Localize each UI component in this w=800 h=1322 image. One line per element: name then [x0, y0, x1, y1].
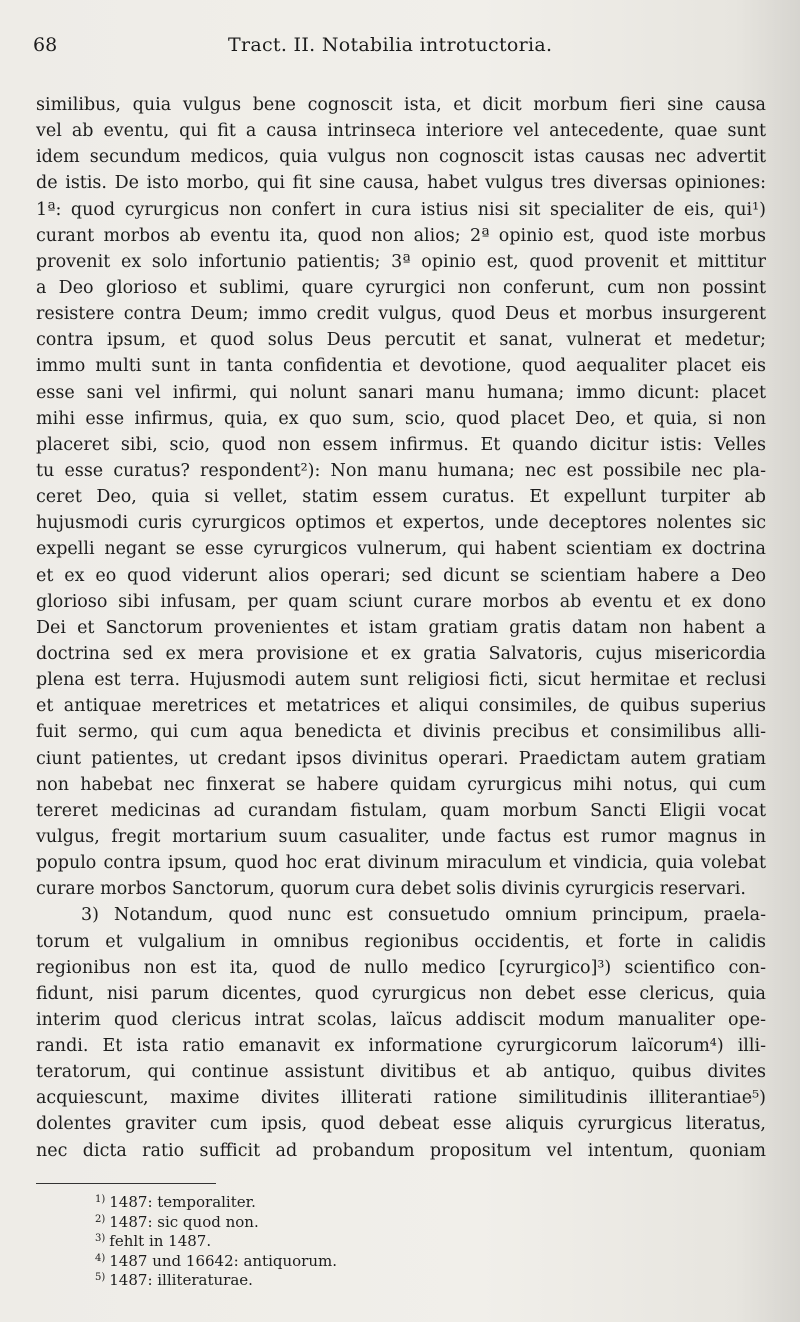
text-line: curare morbos Sanctorum, quorum cura debet solis divinis cyrurgicis reservari.: [36, 879, 746, 900]
text-line: fidunt, nisi parum dicentes, quod cyrurgicus non debet esse clericus, quia: [36, 983, 766, 1004]
text-line: placeret sibi, scio, quod non essem infirmus. Et quando dicitur istis: Velles: [36, 434, 766, 455]
text-line: randi. Et ista ratio emanavit ex informatione cyrurgicorum laïcorum⁴) illi-: [36, 1036, 766, 1057]
text-line: Dei et Sanctorum provenientes et istam gratiam gratis datam non habent a: [36, 617, 766, 638]
text-line: interim quod clericus intrat scolas, laïcus addiscit modum manualiter ope-: [36, 1009, 766, 1030]
text-line: de istis. De isto morbo, qui fit sine causa, habet vulgus tres diversas opiniones:: [36, 173, 766, 194]
text-line: doctrina sed ex mera provisione et ex gratia Salvatoris, cujus misericordia: [36, 643, 766, 664]
footnote-mark: 4): [95, 1252, 106, 1264]
text-line: immo multi sunt in tanta confidentia et devotione, quod aequaliter placet eis: [36, 356, 766, 377]
text-line: 1ª: quod cyrurgicus non confert in cura istius nisi sit specialiter de eis, qui¹): [36, 199, 766, 220]
text-line: acquiescunt, maxime divites illiterati ratione similitudinis illiterantiae⁵): [36, 1088, 766, 1109]
footnote: [95, 1190, 695, 1210]
text-line: a Deo glorioso et sublimi, quare cyrurgici non conferunt, cum non possint: [36, 277, 766, 298]
text-line: mihi esse infirmus, quia, ex quo sum, scio, quod placet Deo, et quia, si non: [36, 408, 766, 429]
text-line: curant morbos ab eventu ita, quod non alios; 2ª opinio est, quod iste morbus: [36, 225, 766, 246]
text-line: contra ipsum, et quod solus Deus percutit et sanat, vulnerat et medetur;: [36, 330, 766, 351]
text-line: glorioso sibi infusam, per quam sciunt curare morbos ab eventu et ex dono: [36, 591, 766, 612]
footnote-text: 1487: temporaliter.: [109, 1193, 256, 1211]
footnote-rule: [36, 1183, 216, 1184]
text-line: provenit ex solo infortunio patientis; 3ª opinio est, quod provenit et mittitur: [36, 251, 766, 272]
text-line: non habebat nec finxerat se habere quidam cyrurgicus mihi notus, qui cum: [36, 774, 766, 795]
text-line: plena est terra. Hujusmodi autem sunt religiosi ficti, sicut hermitae et reclusi: [36, 670, 766, 691]
text-line: expelli negant se esse cyrurgicos vulnerum, qui habent scientiam ex doctrina: [36, 539, 766, 560]
footnote: [95, 1229, 695, 1249]
text-line: hujusmodi curis cyrurgicos optimos et expertos, unde deceptores nolentes sic: [36, 513, 766, 534]
text-line: regionibus non est ita, quod de nullo medico [cyrurgico]³) scientifico con-: [36, 957, 766, 978]
footnote-mark: 2): [95, 1213, 106, 1225]
text-line: ciunt patientes, ut credant ipsos divinitus operari. Praedictam autem gratiam: [36, 748, 766, 769]
text-line: resistere contra Deum; immo credit vulgus, quod Deus et morbus insurgerent: [36, 304, 766, 325]
text-line: tereret medicinas ad curandam fistulam, quam morbum Sancti Eligii vocat: [36, 800, 766, 821]
text-line: et antiquae meretrices et metatrices et aliqui consimiles, de quibus superius: [36, 696, 766, 717]
footnote-text: fehlt in 1487.: [109, 1232, 212, 1250]
text-line: teratorum, qui continue assistunt divitibus et ab antiquo, quibus divites: [36, 1062, 766, 1083]
footnote-text: 1487: sic quod non.: [109, 1212, 259, 1231]
text-line: fuit sermo, qui cum aqua benedicta et divinis precibus et consimilibus alli-: [36, 722, 766, 743]
body-text: [36, 92, 766, 1164]
text-line: nec dicta ratio sufficit ad probandum propositum vel intentum, quoniam: [36, 1140, 766, 1161]
text-line: dolentes graviter cum ipsis, quod debeat esse aliquis cyrurgicus literatus,: [36, 1114, 766, 1135]
footnote: [95, 1249, 695, 1269]
text-line: 3) Notandum, quod nunc est consuetudo omnium principum, praela-: [81, 905, 766, 926]
footnote-text: 1487 und 16642: antiquorum.: [109, 1251, 337, 1270]
text-line: et ex eo quod viderunt alios operari; sed dicunt se scientiam habere a Deo: [36, 565, 766, 586]
text-line: similibus, quia vulgus bene cognoscit ista, et dicit morbum fieri sine causa: [36, 95, 766, 115]
text-line: esse sani vel infirmi, qui nolunt sanari manu humana; immo dicunt: placet: [36, 382, 766, 403]
text-line: vulgus, fregit mortarium suum casualiter, unde factus est rumor magnus in: [36, 826, 766, 847]
footnotes: [95, 1190, 695, 1288]
footnote-mark: 3): [95, 1233, 106, 1244]
text-line: idem secundum medicos, quia vulgus non cognoscit istas causas nec advertit: [36, 147, 766, 168]
text-line: torum et vulgalium in omnibus regionibus occidentis, et forte in calidis: [36, 931, 766, 952]
footnote-text: 1487: illiteraturae.: [109, 1271, 253, 1289]
footnote-mark: 1): [95, 1194, 106, 1205]
footnote: [95, 1210, 695, 1230]
page-number: 68: [33, 34, 58, 56]
text-line: vel ab eventu, qui fit a causa intrinseca interiore vel antecedente, quae sunt: [36, 121, 766, 142]
footnote-mark: 5): [95, 1272, 106, 1283]
text-line: ceret Deo, quia si vellet, statim essem curatus. Et expellunt turpiter ab: [36, 487, 766, 508]
text-line: tu esse curatus? respondent²): Non manu humana; nec est possibile nec pla-: [36, 460, 766, 481]
running-head: Tract. II. Notabilia introtuctoria.: [228, 34, 553, 56]
footnote: [95, 1268, 695, 1288]
text-line: populo contra ipsum, quod hoc erat divinum miraculum et vindicia, quia volebat: [36, 853, 766, 874]
page-header: [33, 34, 753, 64]
